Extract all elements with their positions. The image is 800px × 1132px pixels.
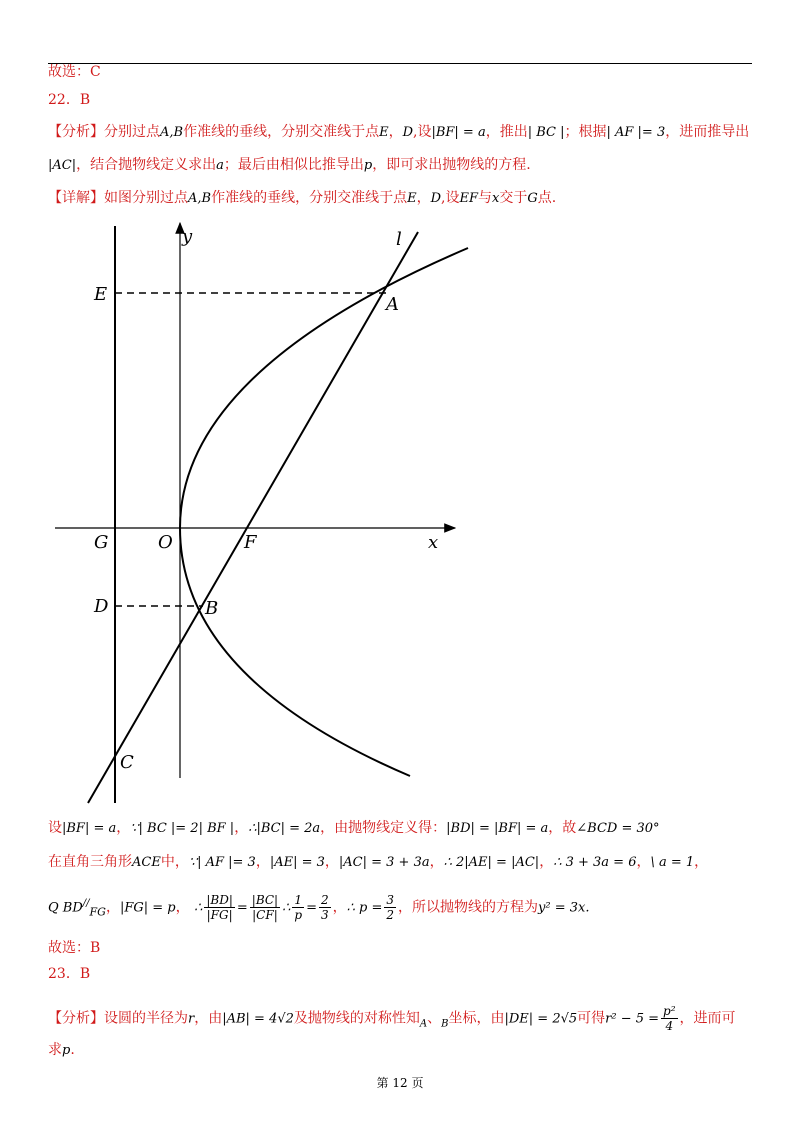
label-f: F — [244, 532, 257, 553]
comma: ， — [324, 854, 339, 870]
solution-line-2 — [48, 852, 708, 873]
q22-detail-line — [48, 188, 556, 209]
label-o: O — [158, 532, 173, 553]
analysis-text: ，即可求出抛物线的方程. — [372, 157, 531, 173]
denominator: 3 — [320, 908, 329, 922]
label-g: G — [94, 532, 109, 553]
solution-line-3 — [48, 893, 589, 922]
formula: ∴ p = — [346, 900, 383, 916]
solution-text: 在直角三角形 — [48, 854, 132, 870]
detail-text: 点. — [537, 190, 557, 206]
solution-line-1 — [48, 818, 660, 839]
analysis-tag: 【分析】 — [48, 1010, 104, 1027]
analysis-text: ；根据 — [564, 124, 607, 140]
formula-ac: |AC| — [48, 158, 77, 173]
comma: ， — [636, 854, 651, 870]
analysis-text: 及抛物线的对称性知 — [293, 1010, 420, 1027]
formula-ab: |AB| = 4√2 — [222, 1011, 294, 1027]
analysis-text: 坐标，由 — [448, 1010, 505, 1027]
q23-analysis-line-2 — [48, 1040, 75, 1061]
var-p: p — [363, 158, 373, 173]
q22-analysis-line-1 — [48, 122, 749, 143]
denominator: 4 — [665, 1019, 674, 1033]
q22-number: 22．B — [48, 92, 91, 108]
formula: ∵| AF |= 3 — [188, 855, 256, 870]
denominator: p — [294, 908, 303, 922]
label-d: D — [94, 596, 109, 617]
fraction-1-p — [292, 893, 304, 922]
page-footer — [0, 1074, 800, 1091]
q22-analysis-line-2 — [48, 155, 531, 176]
period: . — [585, 900, 590, 916]
label-b: B — [205, 598, 219, 619]
label-y: y — [182, 226, 193, 247]
denominator: |FG| — [206, 908, 233, 922]
denominator: 2 — [386, 908, 394, 922]
label-c: C — [120, 752, 134, 773]
label-x: x — [428, 532, 439, 553]
fraction-bc-cf — [250, 893, 280, 922]
q22-final-answer — [48, 938, 100, 958]
points-ab: A,B — [188, 191, 212, 206]
analysis-text: 设圆的半径为 — [104, 1010, 188, 1027]
formula-de: |DE| = 2√5 — [504, 1011, 578, 1027]
analysis-text: 可得 — [577, 1010, 606, 1027]
formula: ∴|BC| = 2a — [248, 821, 321, 836]
previous-answer — [48, 62, 101, 82]
point-b: B — [441, 1018, 449, 1030]
period: . — [70, 1042, 75, 1058]
formula-bc: | BC | — [527, 125, 565, 140]
comma: ， — [234, 820, 249, 836]
fraction-p2-4 — [661, 1004, 678, 1033]
equals: = — [236, 900, 248, 916]
numerator: p² — [663, 1004, 676, 1018]
numerator: 3 — [386, 893, 394, 907]
analysis-text: ,设 — [413, 124, 432, 140]
analysis-text: ，由 — [194, 1010, 223, 1027]
comma: ， — [116, 820, 131, 836]
analysis-text: 分别过点 — [104, 124, 160, 140]
formula-r: r² − 5 = — [605, 1011, 660, 1027]
q22-heading — [48, 90, 90, 110]
top-rule — [48, 63, 752, 64]
page-number: 第 12 页 — [376, 1076, 424, 1090]
numerator: 1 — [292, 893, 304, 908]
analysis-tag: 【分析】 — [48, 124, 104, 140]
therefore-symbol: ∴ — [282, 900, 291, 916]
formula: ∴ 3 + 3a = 6 — [553, 855, 637, 870]
solution-text: 设 — [48, 820, 62, 836]
comma: ， — [175, 899, 190, 916]
segment-ef: EF — [459, 191, 478, 206]
numerator: |BC| — [251, 893, 279, 907]
formula: Q BD — [48, 900, 83, 916]
detail-tag: 【详解】 — [48, 190, 104, 206]
parallel-symbol: // — [82, 897, 90, 909]
solution-text: ，由抛物线定义得： — [320, 820, 447, 836]
formula: ∵| BC |= 2| BF | — [130, 821, 235, 836]
var-x: x — [491, 191, 500, 206]
point-g: G — [527, 191, 538, 206]
detail-text: 如图分别过点 — [104, 190, 188, 206]
comma: ， — [429, 854, 444, 870]
numerator: |BD| — [206, 893, 233, 907]
label-l: l — [396, 229, 402, 250]
fraction-2-3 — [319, 893, 331, 922]
solution-text: ，所以抛物线的方程为 — [398, 899, 538, 916]
q23-heading — [48, 964, 90, 984]
line-l — [88, 232, 418, 803]
points-ab: A,B — [160, 125, 184, 140]
formula: |AC| = 3 + 3a — [338, 855, 430, 870]
formula: ∠BCD = 30° — [576, 821, 660, 836]
point-e: E — [407, 191, 417, 206]
numerator: 2 — [320, 893, 329, 907]
comma: ， — [255, 854, 270, 870]
var-r: r — [188, 1011, 195, 1027]
label-a: A — [386, 294, 399, 315]
analysis-text: 作准线的垂线，分别交准线于点 — [183, 124, 380, 140]
label-e: E — [94, 284, 108, 305]
detail-text: 作准线的垂线，分别交准线于点 — [211, 190, 408, 206]
analysis-text: ；最后由相似比推导出 — [223, 157, 364, 173]
comma: ， — [332, 899, 347, 916]
therefore-symbol: ∴ — [194, 900, 203, 916]
comma: ， — [694, 854, 709, 870]
solution-text: 中， — [160, 854, 189, 870]
parabola-curve — [180, 248, 468, 776]
denominator: |CF| — [252, 908, 278, 922]
formula: |BD| = |BF| = a — [446, 821, 549, 836]
comma: ， — [539, 854, 554, 870]
solution-text: ，故 — [548, 820, 577, 836]
comma: ， — [416, 190, 431, 206]
detail-text: 与 — [477, 190, 492, 206]
var-p: p — [62, 1043, 71, 1058]
formula: |AE| = 3 — [269, 855, 325, 870]
comma: ， — [105, 899, 120, 916]
formula: |FG| = p — [119, 900, 176, 916]
fraction-bd-fg — [204, 893, 235, 922]
formula-af: | AF |= 3 — [606, 125, 666, 140]
point-d: D — [430, 191, 442, 206]
point-a: A — [419, 1018, 428, 1030]
analysis-text: ，结合抛物线定义求出 — [76, 157, 217, 173]
parabola-figure — [50, 218, 480, 808]
point-d: D — [402, 125, 414, 140]
comma: ， — [388, 124, 403, 140]
formula: |BF| = a — [62, 821, 117, 836]
equals: = — [306, 900, 317, 916]
var-a: a — [216, 158, 224, 173]
analysis-text: ，推出 — [485, 124, 528, 140]
point-e: E — [379, 125, 389, 140]
q22-choice: 故选：B — [48, 940, 101, 956]
analysis-text: ，进而可 — [679, 1010, 736, 1027]
detail-text: 交于 — [499, 190, 528, 206]
formula-bf: |BF| = a — [431, 125, 486, 140]
triangle-ace: ACE — [132, 855, 161, 870]
separator: 、 — [427, 1010, 442, 1027]
detail-text: ,设 — [441, 190, 460, 206]
formula: \ a = 1 — [650, 855, 695, 870]
q23-analysis-line-1 — [48, 1004, 736, 1034]
segment-fg: FG — [89, 905, 106, 919]
q23-number: 23．B — [48, 966, 91, 982]
fraction-3-2 — [384, 893, 396, 922]
previous-choice: 故选：C — [48, 64, 101, 80]
formula: ∴ 2|AE| = |AC| — [443, 855, 540, 870]
analysis-text: 求 — [48, 1042, 62, 1058]
analysis-text: ，进而推导出 — [665, 124, 750, 140]
parabola-equation: y² = 3x — [538, 900, 586, 916]
